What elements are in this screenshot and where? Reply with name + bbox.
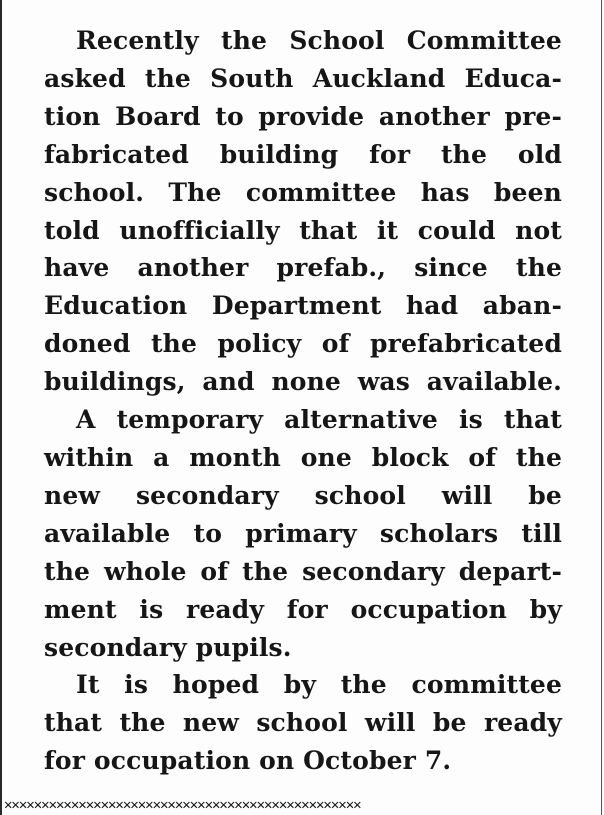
text-line: told unofficially that it could not bbox=[44, 215, 562, 245]
text-line: A temporary alternative is that bbox=[76, 405, 562, 435]
left-column-rule bbox=[0, 0, 2, 815]
text-line: available to primary scholars till bbox=[44, 518, 562, 548]
text-line: doned the policy of prefabricated bbox=[44, 329, 562, 359]
text-line: asked the South Auckland Educa- bbox=[44, 63, 562, 93]
text-line: secondary pupils. bbox=[44, 632, 292, 662]
paragraph-3 bbox=[44, 666, 562, 780]
ornamental-divider: ✕✕✕✕✕✕✕✕✕✕✕✕✕✕✕✕✕✕✕✕✕✕✕✕✕✕✕✕✕✕✕✕✕✕✕✕✕✕✕✕✕✕✕✕✕✕✕✕ bbox=[4, 798, 361, 812]
text-line: for occupation on October 7. bbox=[44, 746, 452, 776]
text-line: have another prefab., since the bbox=[44, 253, 562, 283]
text-line: ment is ready for occupation by bbox=[44, 594, 562, 624]
text-line: Recently the School Committee bbox=[76, 26, 562, 55]
text-line: tion Board to provide another pre- bbox=[44, 101, 562, 131]
right-column-rule bbox=[601, 0, 602, 815]
text-line: that the new school will be ready bbox=[44, 708, 562, 738]
paragraph-1 bbox=[44, 22, 562, 401]
text-line: Education Department had aban- bbox=[44, 291, 562, 321]
paragraph-2 bbox=[44, 401, 562, 666]
text-line: fabricated building for the old bbox=[44, 139, 562, 169]
article-body bbox=[44, 22, 562, 780]
text-line: school. The committee has been bbox=[44, 177, 562, 207]
text-line: within a month one block of the bbox=[44, 442, 562, 472]
text-line: new secondary school will be bbox=[44, 480, 562, 510]
text-line: It is hoped by the committee bbox=[76, 670, 562, 700]
text-line: buildings, and none was available. bbox=[44, 367, 562, 397]
text-line: the whole of the secondary depart- bbox=[44, 556, 562, 586]
